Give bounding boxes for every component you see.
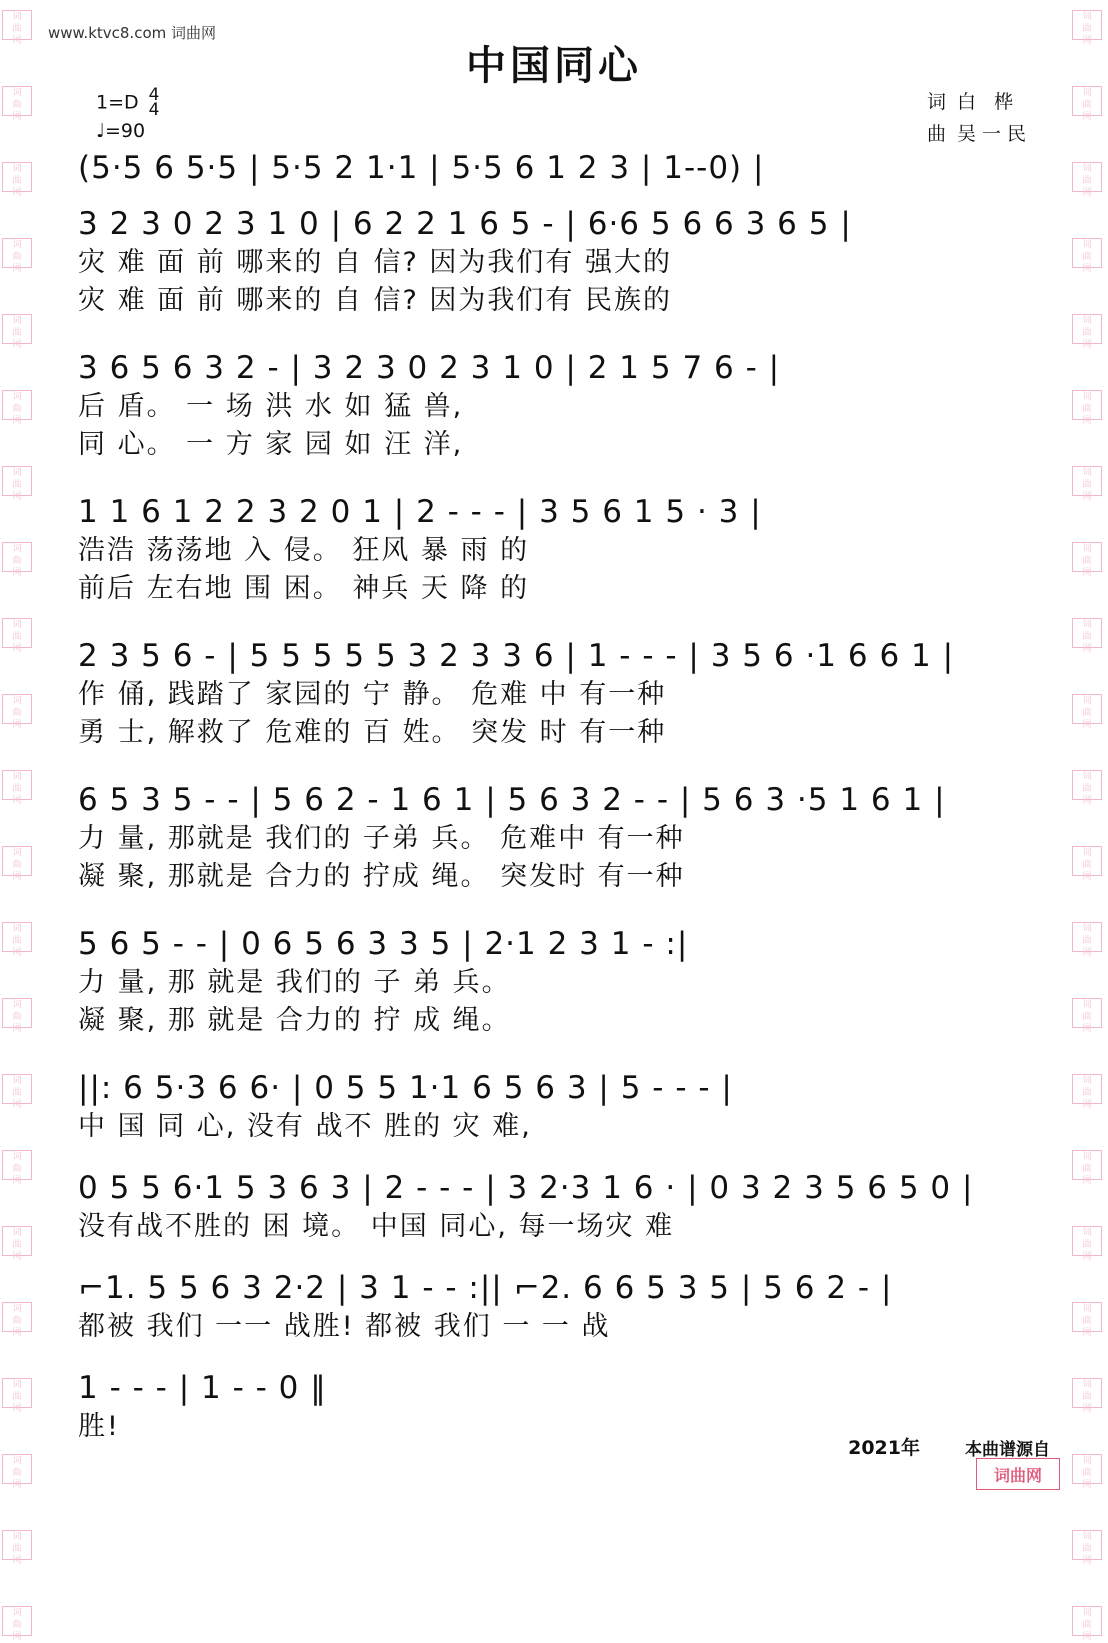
note-row: 3 2 3 0 2 3 1 0 | 6 2 2 1 6 5 - | 6·6 5 6 6 3 6 5 | [78,206,852,242]
watermark-badge: 词 曲 网 [2,846,32,876]
watermark-badge: 词 曲 网 [2,86,32,116]
note-row: 3 6 5 6 3 2 - | 3 2 3 0 2 3 1 0 | 2 1 5 7 6 - | [78,350,781,386]
footer-year: 2021年 [848,1437,920,1459]
lyric-row: 没有战不胜的 困 境。 中国 同心, 每一场灾 难 [78,1211,675,1242]
lyric-row: 中 国 同 心, 没有 战不 胜的 灾 难, [78,1111,532,1142]
watermark-badge: 词 曲 网 [1072,1530,1102,1560]
watermark-badge: 词 曲 网 [2,1378,32,1408]
lyric-row: 力 量, 那 就是 我们的 子 弟 兵。 [78,967,511,998]
watermark-column-right [1072,0,1106,1642]
watermark-badge: 词 曲 网 [2,922,32,952]
key-tempo-block [96,85,160,144]
lyric-row: 后 盾。 一 场 洪 水 如 猛 兽, [78,391,464,422]
watermark-badge: 词 曲 网 [2,1074,32,1104]
watermark-badge: 词 曲 网 [1072,1378,1102,1408]
lyric-row: 浩浩 荡荡地 入 侵。 狂风 暴 雨 的 [78,535,530,566]
credits-block [927,86,1032,150]
note-row: 0 5 5 6·1 5 3 6 3 | 2 - - - | 3 2·3 1 6 · | 0 3 2 3 5 6 5 0 | [78,1170,974,1206]
lyric-row: 同 心。 一 方 家 园 如 汪 洋, [78,429,464,460]
score-line [78,924,1038,1040]
note-row: 1 1 6 1 2 2 3 2 0 1 | 2 - - - | 3 5 6 1 5 · 3 | [78,494,762,530]
lyric-row: 都被 我们 一一 战胜! 都被 我们 一 一 战 [78,1311,611,1342]
lyric-row: 凝 聚, 那就是 合力的 拧成 绳。 突发时 有一种 [78,861,685,892]
watermark-badge: 词 曲 网 [1072,1150,1102,1180]
watermark-badge: 词 曲 网 [1072,618,1102,648]
watermark-badge: 词 曲 网 [2,10,32,40]
composer-label: 曲 [926,123,946,145]
watermark-badge: 词 曲 网 [2,1302,32,1332]
score-line [78,204,1038,320]
watermark-badge: 词 曲 网 [2,694,32,724]
lyric-row: 前后 左右地 围 困。 神兵 天 降 的 [78,573,530,604]
lyric-row: 凝 聚, 那 就是 合力的 拧 成 绳。 [78,1005,511,1036]
site-logo: 词曲网 [976,1458,1060,1490]
footer-source: 本曲谱源自 [965,1440,1050,1460]
composer-name: 吴一民 [956,123,1032,145]
lyricist-name: 白 桦 [956,91,1020,113]
watermark-badge: 词 曲 网 [2,542,32,572]
watermark-badge: 词 曲 网 [1072,162,1102,192]
lyric-row: 灾 难 面 前 哪来的 自 信? 因为我们有 民族的 [78,285,672,316]
watermark-badge: 词 曲 网 [1072,694,1102,724]
watermark-badge: 词 曲 网 [1072,10,1102,40]
score-line [78,1068,1038,1146]
watermark-badge: 词 曲 网 [2,1150,32,1180]
watermark-badge: 词 曲 网 [2,618,32,648]
note-row: ||: 6 5·3 6 6· | 0 5 5 1·1 6 5 6 3 | 5 - - - | [78,1070,733,1106]
note-row: (5·5 6 5·5 | 5·5 2 1·1 | 5·5 6 1 2 3 | 1--0) | [78,150,765,186]
note-row: 2 3 5 6 - | 5 5 5 5 5 3 2 3 3 6 | 1 - - - | 3 5 6 ·1 6 6 1 | [78,638,955,674]
watermark-badge: 词 曲 网 [2,1454,32,1484]
watermark-badge: 词 曲 网 [1072,1074,1102,1104]
site-watermark-text: www.ktvc8.com 词曲网 [48,24,217,42]
watermark-badge: 词 曲 网 [1072,390,1102,420]
score-line [78,348,1038,464]
watermark-badge: 词 曲 网 [2,238,32,268]
lyric-row: 作 俑, 践踏了 家园的 宁 静。 危难 中 有一种 [78,679,667,710]
page-title: 中国同心 [466,43,642,89]
time-signature: 4 4 [148,85,160,120]
watermark-badge: 词 曲 网 [2,1530,32,1560]
note-row: 1 - - - | 1 - - 0 ‖ [78,1370,327,1406]
watermark-badge: 词 曲 网 [1072,770,1102,800]
watermark-badge: 词 曲 网 [2,1226,32,1256]
tempo-marking: ♩=90 [96,120,146,142]
watermark-badge: 词 曲 网 [2,770,32,800]
watermark-badge: 词 曲 网 [1072,846,1102,876]
watermark-badge: 词 曲 网 [1072,314,1102,344]
note-row: ⌐1. 5 5 6 3 2·2 | 3 1 - - :|| ⌐2. 6 6 5 3 5 | 5 6 2 - | [78,1270,893,1306]
watermark-badge: 词 曲 网 [1072,1606,1102,1636]
watermark-badge: 词 曲 网 [1072,86,1102,116]
watermark-badge: 词 曲 网 [2,1606,32,1636]
lyricist-label: 词 [926,91,946,113]
score-line [78,636,1038,752]
watermark-badge: 词 曲 网 [2,162,32,192]
score-line [78,492,1038,608]
lyric-row: 胜! [78,1411,120,1442]
watermark-badge: 词 曲 网 [1072,466,1102,496]
watermark-badge: 词 曲 网 [1072,998,1102,1028]
watermark-column-left [2,0,36,1642]
watermark-badge: 词 曲 网 [2,314,32,344]
watermark-badge: 词 曲 网 [1072,1226,1102,1256]
lyric-row: 勇 士, 解救了 危难的 百 姓。 突发 时 有一种 [78,717,667,748]
note-row: 5 6 5 - - | 0 6 5 6 3 3 5 | 2·1 2 3 1 - :| [78,926,689,962]
watermark-badge: 词 曲 网 [1072,922,1102,952]
watermark-badge: 词 曲 网 [2,998,32,1028]
score-line [78,1268,1038,1346]
key-signature: 1=D [96,91,139,114]
watermark-badge: 词 曲 网 [1072,1454,1102,1484]
watermark-badge: 词 曲 网 [1072,238,1102,268]
lyric-row: 力 量, 那就是 我们的 子弟 兵。 危难中 有一种 [78,823,685,854]
watermark-badge: 词 曲 网 [1072,542,1102,572]
note-row: 6 5 3 5 - - | 5 6 2 - 1 6 1 | 5 6 3 2 - - | 5 6 3 ·5 1 6 1 | [78,782,946,818]
score-line [78,780,1038,896]
score-sheet [38,0,1070,1486]
watermark-badge: 词 曲 网 [2,466,32,496]
lyric-row: 灾 难 面 前 哪来的 自 信? 因为我们有 强大的 [78,247,672,278]
score-line [78,148,1038,188]
watermark-badge: 词 曲 网 [2,390,32,420]
watermark-badge: 词 曲 网 [1072,1302,1102,1332]
score-line [78,1168,1038,1246]
